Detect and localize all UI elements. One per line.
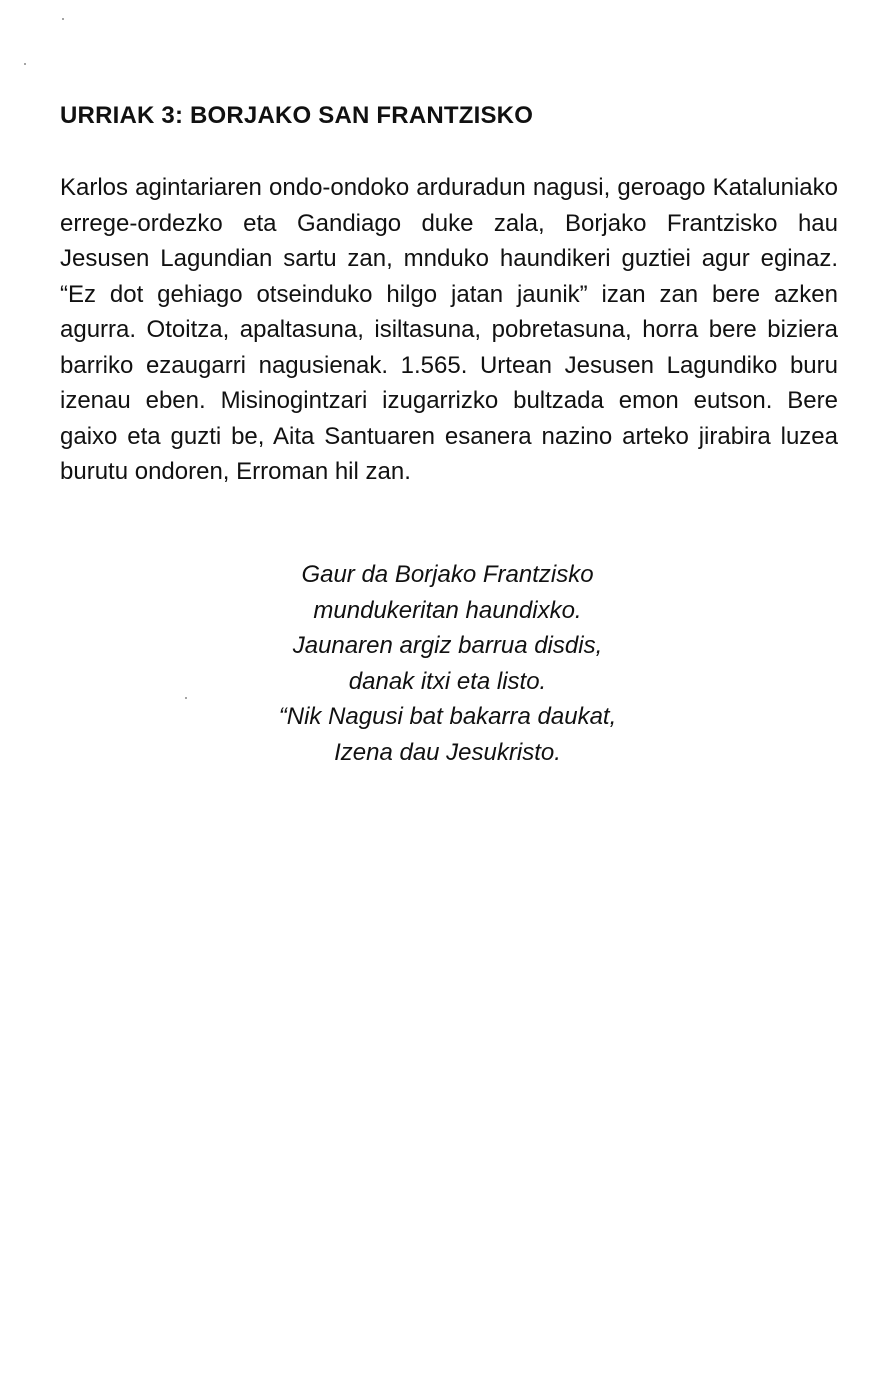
scan-speck — [24, 63, 26, 65]
body-line: agurra. Otoitza, apaltasuna, isiltasuna, pobretasuna, horra bere biziera — [60, 316, 838, 343]
body-line: izenau eben. Misinogintzari izugarrizko bultzada emon eutson. Bere — [60, 387, 838, 414]
poem-verse: Izena dau Jesukristo. — [334, 738, 561, 766]
page-title: URRIAK 3: BORJAKO SAN FRANTZISKO — [60, 102, 534, 129]
body-line: barriko ezaugarri nagusienak. 1.565. Urtean Jesusen Lagundiko buru — [60, 351, 838, 379]
scan-speck — [62, 18, 64, 20]
poem-verse: Jaunaren argiz barrua disdis, — [292, 632, 603, 659]
body-paragraph — [60, 170, 838, 490]
body-line: “Ez dot gehiago otseinduko hilgo jatan jaunik” izan zan bere azken — [60, 280, 838, 308]
body-line: gaixo eta guzti be, Aita Santuaren esanera nazino arteko jirabira luzea — [60, 422, 838, 450]
poem-stanza — [180, 557, 715, 770]
body-line: Jesusen Lagundian sartu zan, mnduko haundikeri guztiei agur eginaz. — [60, 245, 838, 272]
body-line: burutu ondoren, Erroman hil zan. — [60, 458, 411, 485]
poem-verse: mundukeritan haundixko. — [313, 596, 582, 624]
poem-verse: “Nik Nagusi bat bakarra daukat, — [278, 703, 617, 730]
poem-verse: danak itxi eta listo. — [348, 667, 547, 695]
body-line: Karlos agintariaren ondo-ondoko arduradun nagusi, geroago Kataluniako — [60, 174, 838, 201]
body-line: errege-ordezko eta Gandiago duke zala, Borjako Frantzisko hau — [60, 209, 838, 237]
poem-verse: Gaur da Borjako Frantzisko — [301, 561, 594, 588]
